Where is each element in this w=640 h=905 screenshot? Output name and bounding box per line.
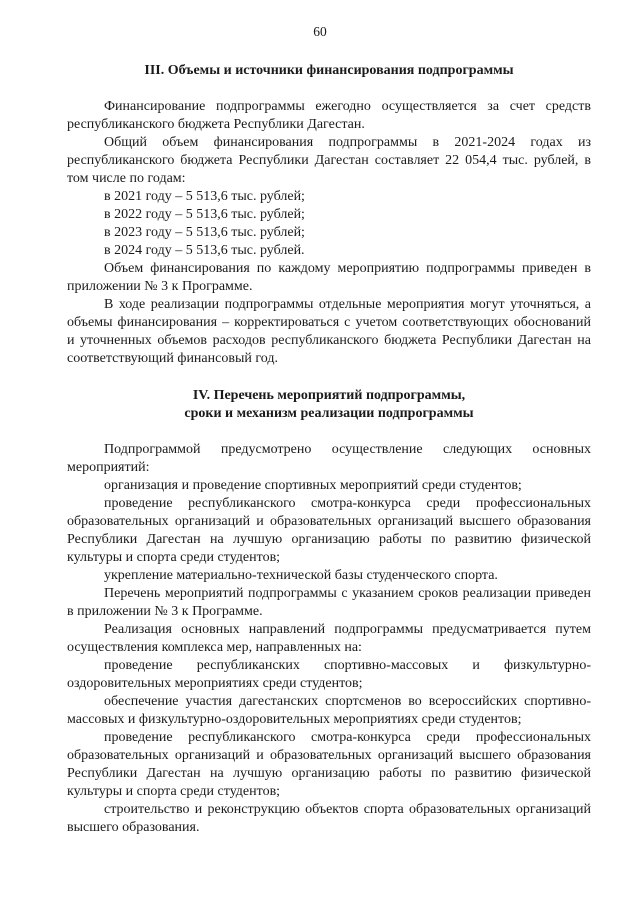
page-number: 60	[313, 24, 327, 39]
section-3-paragraph-3: Объем финансирования по каждому мероприятию подпрограммы приведен в приложении № 3 к Программе.	[67, 261, 591, 294]
section-4-paragraph-10: строительство и реконструкцию объектов спорта образовательных организаций высшего образования.	[67, 802, 591, 835]
funding-year-2021: в 2021 году – 5 513,6 тыс. рублей;	[104, 189, 305, 204]
section-4-paragraph-7: проведение республиканских спортивно-массовых и физкультурно-оздоровительных мероприятиях среди студентов;	[67, 658, 591, 691]
section-4-paragraph-2: организация и проведение спортивных мероприятий среди студентов;	[104, 478, 522, 493]
section-4-paragraph-1: Подпрограммой предусмотрено осуществление следующих основных мероприятий:	[67, 442, 591, 475]
section-3-paragraph-1: Финансирование подпрограммы ежегодно осуществляется за счет средств республиканского бюджета Республики Дагестан.	[67, 99, 591, 132]
section-4-paragraph-4: укрепление материально-технической базы студенческого спорта.	[104, 568, 498, 583]
funding-by-year-list	[67, 188, 591, 260]
funding-year-2024: в 2024 году – 5 513,6 тыс. рублей.	[104, 243, 305, 258]
page-content	[67, 62, 591, 837]
section-4-title-line-2: сроки и механизм реализации подпрограммы	[184, 406, 474, 421]
section-4-paragraph-6: Реализация основных направлений подпрограммы предусматривается путем осуществления комплекса мер, направленных на:	[67, 622, 591, 655]
funding-year-2023: в 2023 году – 5 513,6 тыс. рублей;	[104, 225, 305, 240]
section-4-title-line-1: IV. Перечень мероприятий подпрограммы,	[192, 388, 466, 403]
funding-year-2022: в 2022 году – 5 513,6 тыс. рублей;	[104, 207, 305, 222]
section-3-title: III. Объемы и источники финансирования подпрограммы	[144, 63, 514, 78]
section-4-paragraph-5: Перечень мероприятий подпрограммы с указанием сроков реализации приведен в приложении № 3 к Программе.	[67, 586, 591, 619]
section-3-paragraph-4: В ходе реализации подпрограммы отдельные мероприятия могут уточняться, а объемы финансирования – корректироваться с учетом соответствующих обоснований и уточненных объемов расходов республиканского бюджета Республики Дагестан на соответствующий финансовый год.	[67, 297, 591, 366]
section-4-title	[67, 387, 591, 423]
section-4-paragraph-3: проведение республиканского смотра-конкурса среди профессиональных образовательных организаций и образовательных организаций высшего образования Республики Дагестан на лучшую организацию работы по развитию физической культуры и спорта среди студентов;	[67, 496, 591, 565]
section-3-paragraph-2: Общий объем финансирования подпрограммы в 2021-2024 годах из республиканского бюджета Республики Дагестан составляет 22 054,4 тыс. рублей, в том числе по годам:	[67, 135, 591, 186]
section-4-paragraph-8: обеспечение участия дагестанских спортсменов во всероссийских спортивно-массовых и физкультурно-оздоровительных мероприятиях среди студентов;	[67, 694, 591, 727]
section-4-paragraph-9: проведение республиканского смотра-конкурса среди профессиональных образовательных организаций и образовательных организаций высшего образования Республики Дагестан на лучшую организацию работы по развитию физической культуры и спорта среди студентов;	[67, 730, 591, 799]
